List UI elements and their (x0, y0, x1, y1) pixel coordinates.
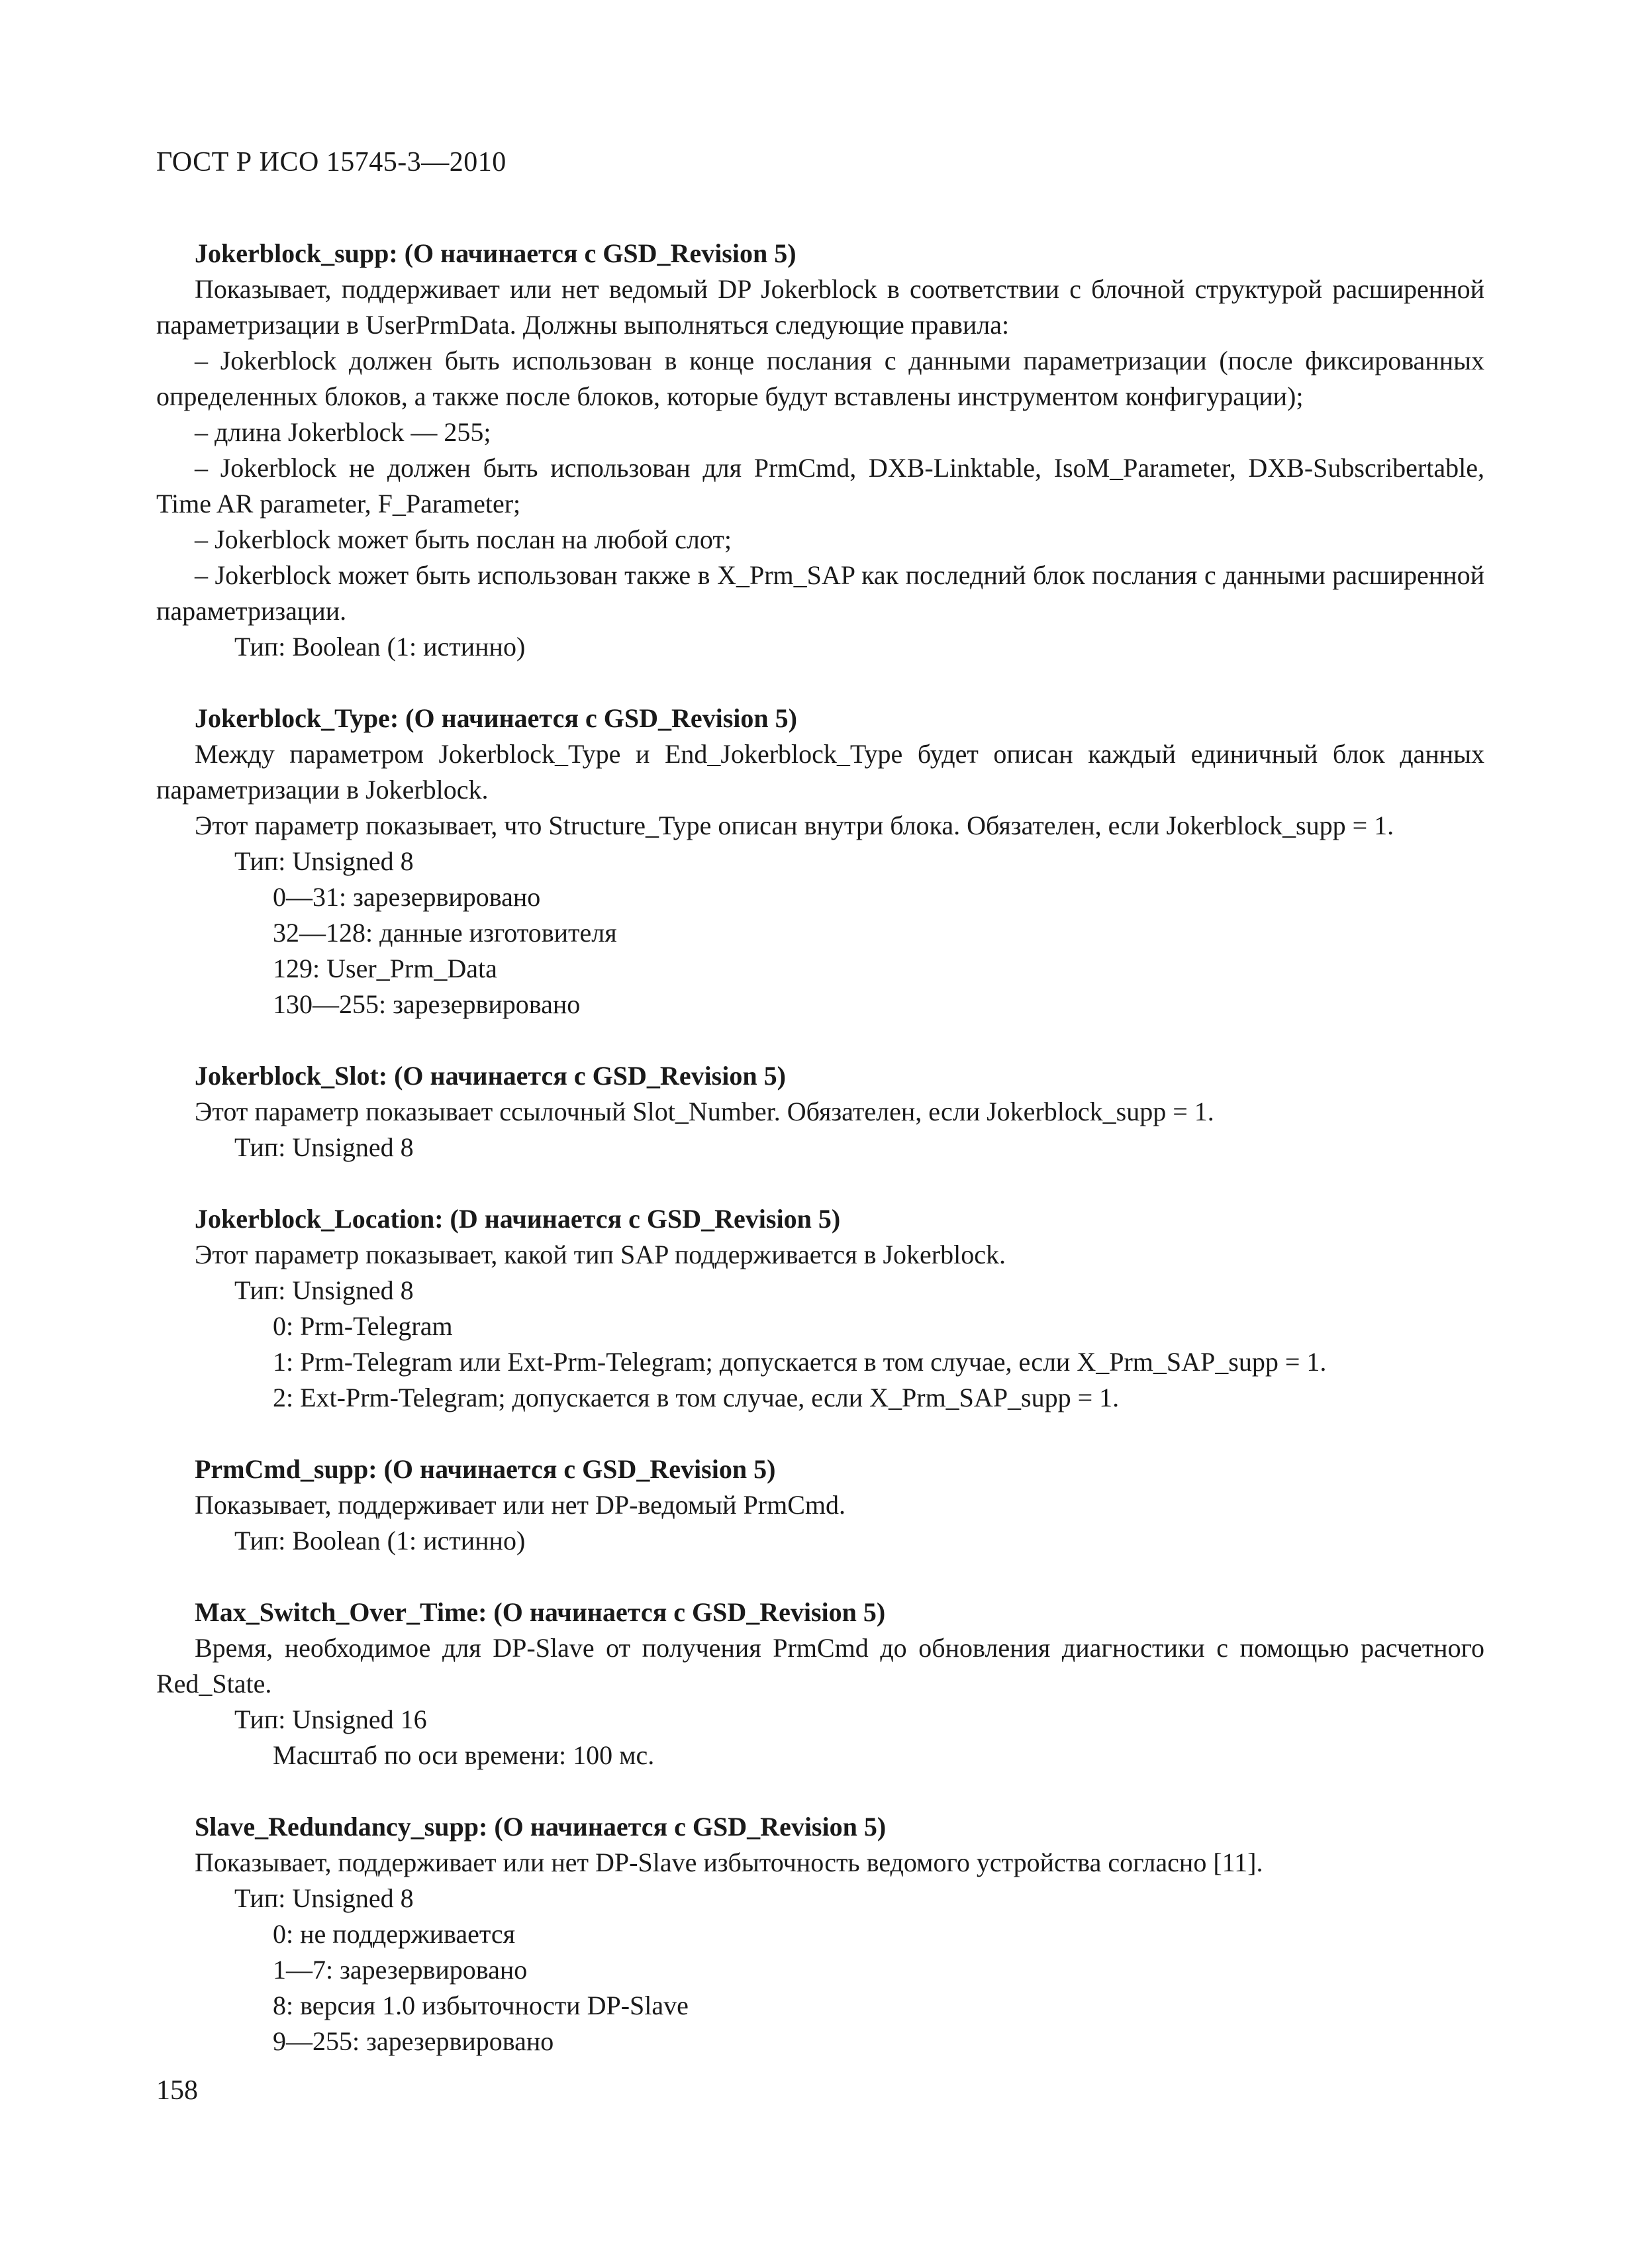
value-line: 9—255: зарезервировано (273, 2026, 554, 2056)
value-line: 0—31: зарезервировано (273, 882, 541, 912)
paragraph: Этот параметр показывает ссылочный Slot_Number. Обязателен, если Jokerblock_supp = 1. (195, 1097, 1214, 1126)
section (156, 1058, 1484, 1165)
section (156, 1201, 1484, 1416)
value-line: 2: Ext-Prm-Telegram; допускается в том случае, если X_Prm_SAP_supp = 1. (273, 1383, 1120, 1412)
paragraph: – Jokerblock должен быть использован в конце послания с данными параметризации (после фиксированных определенных блоков, а также после блоков, которые будут вставлены инструментом конфигурации); (156, 346, 1484, 411)
type-line: Тип: Unsigned 8 (234, 846, 414, 876)
paragraph: Этот параметр показывает, что Structure_Type описан внутри блока. Обязателен, если Jokerblock_supp = 1. (195, 811, 1394, 840)
value-line: 130—255: зарезервировано (273, 989, 581, 1019)
section-heading: Jokerblock_Location: (D начинается с GSD_Revision 5) (195, 1204, 841, 1234)
paragraph: – Jokerblock может быть послан на любой слот; (195, 524, 732, 554)
page-number: 158 (156, 2075, 198, 2106)
paragraph: Показывает, поддерживает или нет DP-ведомый PrmCmd. (195, 1490, 845, 1520)
section (156, 1595, 1484, 1773)
section-heading: Jokerblock_Slot: (О начинается с GSD_Revision 5) (195, 1061, 786, 1091)
value-line: 32—128: данные изготовителя (273, 918, 617, 948)
type-line: Тип: Unsigned 8 (234, 1132, 414, 1162)
section (156, 1809, 1484, 2059)
section (156, 236, 1484, 665)
section-heading: Slave_Redundancy_supp: (О начинается с GSD_Revision 5) (195, 1812, 887, 1842)
paragraph: – Jokerblock не должен быть использован для PrmCmd, DXB-Linktable, IsoM_Parameter, DXB-Subscribertable, Time AR parameter, F_Parameter; (156, 453, 1484, 518)
value-line: 0: Prm-Telegram (273, 1311, 453, 1341)
section-heading: Jokerblock_Type: (О начинается с GSD_Revision 5) (195, 703, 797, 733)
type-line: Тип: Unsigned 8 (234, 1275, 414, 1305)
paragraph: – длина Jokerblock — 255; (195, 417, 491, 447)
page-header: ГОСТ Р ИСО 15745-3—2010 (156, 147, 507, 177)
section-heading: Max_Switch_Over_Time: (О начинается с GSD_Revision 5) (195, 1597, 886, 1627)
section-heading: Jokerblock_supp: (О начинается с GSD_Revision 5) (195, 238, 797, 268)
paragraph: Время, необходимое для DP-Slave от получения PrmCmd до обновления диагностики с помощью расчетного Red_State. (156, 1633, 1484, 1699)
value-line: 8: версия 1.0 избыточности DP-Slave (273, 1991, 689, 2020)
section-heading: PrmCmd_supp: (О начинается с GSD_Revision 5) (195, 1454, 776, 1484)
type-line: Тип: Unsigned 16 (234, 1704, 427, 1734)
paragraph: Показывает, поддерживает или нет ведомый DP Jokerblock в соответствии с блочной структурой расширенной параметризации в UserPrmData. Должны выполняться следующие правила: (156, 274, 1484, 340)
section (156, 1452, 1484, 1559)
section (156, 701, 1484, 1022)
value-line: 1—7: зарезервировано (273, 1955, 528, 1985)
paragraph: Между параметром Jokerblock_Type и End_Jokerblock_Type будет описан каждый единичный блок данных параметризации в Jokerblock. (156, 739, 1484, 805)
value-line: Масштаб по оси времени: 100 мс. (273, 1740, 655, 1770)
type-line: Тип: Boolean (1: истинно) (234, 632, 526, 662)
value-line: 1: Prm-Telegram или Ext-Prm-Telegram; допускается в том случае, если X_Prm_SAP_supp = 1. (273, 1347, 1327, 1377)
type-line: Тип: Boolean (1: истинно) (234, 1526, 526, 1555)
document-body (156, 236, 1484, 2095)
paragraph: Этот параметр показывает, какой тип SAP поддерживается в Jokerblock. (195, 1240, 1006, 1269)
value-line: 0: не поддерживается (273, 1919, 516, 1949)
type-line: Тип: Unsigned 8 (234, 1883, 414, 1913)
value-line: 129: User_Prm_Data (273, 954, 497, 983)
paragraph: – Jokerblock может быть использован также в X_Prm_SAP как последний блок послания с данными расширенной параметризации. (156, 560, 1484, 626)
paragraph: Показывает, поддерживает или нет DP-Slave избыточность ведомого устройства согласно [11]. (195, 1848, 1263, 1877)
